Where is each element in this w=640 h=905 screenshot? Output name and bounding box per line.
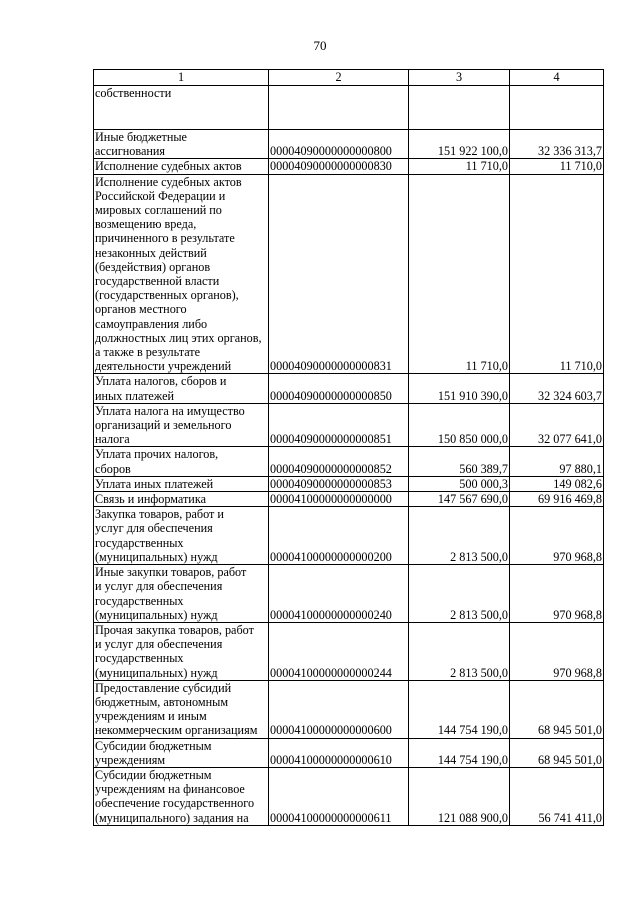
row-name: Связь и информатика	[94, 492, 269, 507]
row-value-4: 32 077 641,0	[510, 403, 604, 447]
row-name: Уплата иных платежей	[94, 476, 269, 491]
row-name: Иные бюджетные ассигнования	[94, 130, 269, 159]
column-header-3: 3	[409, 70, 510, 86]
row-value-4: 970 968,8	[510, 622, 604, 680]
row-value-3: 121 088 900,0	[409, 767, 510, 825]
row-value-4: 32 336 313,7	[510, 130, 604, 159]
row-code: 00004090000000000852	[269, 447, 409, 476]
table-row	[94, 130, 604, 159]
row-value-3: 11 710,0	[409, 159, 510, 174]
row-value-4: 970 968,8	[510, 507, 604, 565]
row-value-3: 11 710,0	[409, 174, 510, 374]
row-code: 00004100000000000244	[269, 622, 409, 680]
row-value-3: 151 922 100,0	[409, 130, 510, 159]
row-code: 00004100000000000610	[269, 738, 409, 767]
row-value-4: 97 880,1	[510, 447, 604, 476]
row-value-4: 68 945 501,0	[510, 680, 604, 738]
row-name: Уплата налога на имущество организаций и земельного налога	[94, 403, 269, 447]
row-value-4: 970 968,8	[510, 565, 604, 623]
table-row	[94, 159, 604, 174]
row-name: Исполнение судебных актов	[94, 159, 269, 174]
row-value-4: 149 082,6	[510, 476, 604, 491]
row-name: Субсидии бюджетным учреждениям	[94, 738, 269, 767]
row-value-3: 560 389,7	[409, 447, 510, 476]
row-code: 00004090000000000831	[269, 174, 409, 374]
row-code: 00004090000000000800	[269, 130, 409, 159]
row-name: Уплата налогов, сборов и иных платежей	[94, 374, 269, 403]
table-row	[94, 680, 604, 738]
budget-table	[93, 69, 604, 826]
row-value-3: 2 813 500,0	[409, 565, 510, 623]
table-row	[94, 476, 604, 491]
row-name: Исполнение судебных актов Российской Федерации и мировых соглашений по возмещению вреда, причиненного в результате незаконных действий (бездействия) органов государственной власти (государственных органов), органов местного самоуправления либо должностных лиц этих органов, а также в результате деятельности учреждений	[94, 174, 269, 374]
table-row	[94, 174, 604, 374]
row-value-3: 144 754 190,0	[409, 680, 510, 738]
row-name: собственности	[94, 86, 269, 130]
row-code: 00004100000000000611	[269, 767, 409, 825]
row-value-3: 151 910 390,0	[409, 374, 510, 403]
table-row	[94, 492, 604, 507]
table-row	[94, 738, 604, 767]
row-value-4	[510, 86, 604, 130]
row-name: Закупка товаров, работ и услуг для обеспечения государственных (муниципальных) нужд	[94, 507, 269, 565]
column-header-4: 4	[510, 70, 604, 86]
row-code: 00004100000000000000	[269, 492, 409, 507]
row-name: Субсидии бюджетным учреждениям на финансовое обеспечение государственного (муниципального) задания на	[94, 767, 269, 825]
row-value-4: 68 945 501,0	[510, 738, 604, 767]
row-value-3	[409, 86, 510, 130]
row-code: 00004100000000000200	[269, 507, 409, 565]
row-name: Предоставление субсидий бюджетным, автономным учреждениям и иным некоммерческим организациям	[94, 680, 269, 738]
row-code: 00004090000000000851	[269, 403, 409, 447]
row-value-3: 144 754 190,0	[409, 738, 510, 767]
row-code: 00004090000000000853	[269, 476, 409, 491]
row-name: Прочая закупка товаров, работ и услуг для обеспечения государственных (муниципальных) нужд	[94, 622, 269, 680]
page-number: 70	[313, 38, 327, 53]
row-code: 00004090000000000850	[269, 374, 409, 403]
row-value-4: 32 324 603,7	[510, 374, 604, 403]
row-value-3: 2 813 500,0	[409, 507, 510, 565]
row-value-3: 150 850 000,0	[409, 403, 510, 447]
table-row	[94, 622, 604, 680]
table-row	[94, 507, 604, 565]
row-name: Уплата прочих налогов, сборов	[94, 447, 269, 476]
row-value-4: 69 916 469,8	[510, 492, 604, 507]
table-row	[94, 403, 604, 447]
row-name: Иные закупки товаров, работ и услуг для обеспечения государственных (муниципальных) нужд	[94, 565, 269, 623]
table-row	[94, 374, 604, 403]
table-row	[94, 86, 604, 130]
row-value-4: 11 710,0	[510, 174, 604, 374]
row-code: 00004100000000000240	[269, 565, 409, 623]
row-value-3: 147 567 690,0	[409, 492, 510, 507]
row-code: 00004100000000000600	[269, 680, 409, 738]
row-value-3: 500 000,3	[409, 476, 510, 491]
column-header-2: 2	[269, 70, 409, 86]
table-header-row	[94, 70, 604, 86]
table-row	[94, 767, 604, 825]
row-value-4: 56 741 411,0	[510, 767, 604, 825]
table-row	[94, 447, 604, 476]
row-value-4: 11 710,0	[510, 159, 604, 174]
column-header-1: 1	[94, 70, 269, 86]
table-row	[94, 565, 604, 623]
row-value-3: 2 813 500,0	[409, 622, 510, 680]
row-code	[269, 86, 409, 130]
row-code: 00004090000000000830	[269, 159, 409, 174]
